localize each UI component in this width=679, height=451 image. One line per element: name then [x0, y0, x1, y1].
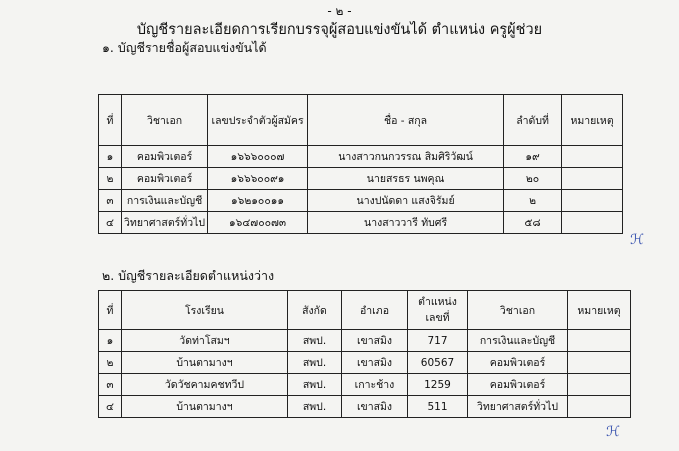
header-cell: หมายเหตุ: [568, 291, 631, 330]
table-cell: เกาะช้าง: [342, 374, 408, 396]
table-cell: [568, 374, 631, 396]
table-cell: เขาสมิง: [342, 330, 408, 352]
table-cell: สพป.: [288, 330, 342, 352]
table-cell: บ้านตามางฯ: [122, 352, 288, 374]
table-row: [99, 352, 631, 374]
signature-mark: ℋ: [606, 424, 620, 440]
table-row: [99, 168, 623, 190]
header-cell: วิชาเอก: [468, 291, 568, 330]
table-cell: นางสาวกนกวรรณ สิมศิริวัฒน์: [308, 146, 504, 168]
table-cell: 717: [408, 330, 468, 352]
table-cell: 1259: [408, 374, 468, 396]
table-row: [99, 146, 623, 168]
table-cell: [562, 190, 623, 212]
table-cell: ๑: [99, 330, 122, 352]
table-cell: [568, 330, 631, 352]
table-cell: [568, 352, 631, 374]
table-cell: ๓: [99, 374, 122, 396]
table-cell: สพป.: [288, 352, 342, 374]
table-header-row: [99, 95, 623, 146]
header-cell: อำเภอ: [342, 291, 408, 330]
table-cell: วิทยาศาสตร์ทั่วไป: [122, 212, 208, 234]
header-cell: ลำดับที่: [504, 95, 562, 146]
table-cell: ๑๙: [504, 146, 562, 168]
document-title: บัญชีรายละเอียดการเรียกบรรจุผู้สอบแข่งขันได้ ตำแหน่ง ครูผู้ช่วย: [136, 22, 543, 38]
header-cell: หมายเหตุ: [562, 95, 623, 146]
table-cell: ๔: [99, 212, 122, 234]
table-cell: ๒: [99, 352, 122, 374]
table-cell: ๒: [99, 168, 122, 190]
vacancies-table: [98, 290, 631, 418]
table-cell: วิทยาศาสตร์ทั่วไป: [468, 396, 568, 418]
table-cell: ๓: [99, 190, 122, 212]
header-cell: สังกัด: [288, 291, 342, 330]
table-header-row: [99, 291, 631, 330]
table-cell: [562, 168, 623, 190]
applicants-table: [98, 94, 623, 234]
table-cell: [568, 396, 631, 418]
table-cell: คอมพิวเตอร์: [122, 168, 208, 190]
table-cell: [562, 212, 623, 234]
table-cell: สพป.: [288, 396, 342, 418]
table-cell: การเงินและบัญชี: [122, 190, 208, 212]
table-cell: ๑๖๔๗๐๐๗๓: [208, 212, 308, 234]
header-cell: ตำแหน่ง เลขที่: [408, 291, 468, 330]
page-number: - ๒ -: [327, 4, 352, 18]
table-cell: วัดท่าโสมฯ: [122, 330, 288, 352]
table-row: [99, 212, 623, 234]
table-cell: การเงินและบัญชี: [468, 330, 568, 352]
table-cell: ๑๖๖๖๐๐๙๑: [208, 168, 308, 190]
table-cell: สพป.: [288, 374, 342, 396]
table-row: [99, 330, 631, 352]
table-cell: บ้านตามางฯ: [122, 396, 288, 418]
signature-mark: ℋ: [630, 232, 644, 248]
header-cell: ชื่อ - สกุล: [308, 95, 504, 146]
header-cell: เลขประจำตัวผู้สมัคร: [208, 95, 308, 146]
table-cell: ๑: [99, 146, 122, 168]
header-cell: วิชาเอก: [122, 95, 208, 146]
table-cell: ๕๘: [504, 212, 562, 234]
header-cell: ที่: [99, 291, 122, 330]
table-cell: คอมพิวเตอร์: [468, 374, 568, 396]
table-cell: เขาสมิง: [342, 396, 408, 418]
table-cell: วัดวัชคามคชทวีป: [122, 374, 288, 396]
table-cell: ๑๖๖๖๐๐๐๗: [208, 146, 308, 168]
table-cell: นางสาววารี ทับศรี: [308, 212, 504, 234]
table-cell: นายสรธร นพคุณ: [308, 168, 504, 190]
table-row: [99, 396, 631, 418]
table-row: [99, 374, 631, 396]
table-cell: ๑๖๒๑๐๐๑๑: [208, 190, 308, 212]
table-cell: 60567: [408, 352, 468, 374]
table-cell: คอมพิวเตอร์: [468, 352, 568, 374]
section1-heading: ๑. บัญชีรายชื่อผู้สอบแข่งขันได้: [102, 40, 267, 55]
table-cell: ๒๐: [504, 168, 562, 190]
table-cell: ๔: [99, 396, 122, 418]
header-cell: ที่: [99, 95, 122, 146]
section2-heading: ๒. บัญชีรายละเอียดตำแหน่งว่าง: [102, 268, 275, 283]
table-cell: 511: [408, 396, 468, 418]
table-cell: นางปนัดดา แสงจิรัมย์: [308, 190, 504, 212]
table-cell: [562, 146, 623, 168]
header-cell: โรงเรียน: [122, 291, 288, 330]
table-cell: ๒: [504, 190, 562, 212]
table-cell: คอมพิวเตอร์: [122, 146, 208, 168]
table-row: [99, 190, 623, 212]
table-cell: เขาสมิง: [342, 352, 408, 374]
